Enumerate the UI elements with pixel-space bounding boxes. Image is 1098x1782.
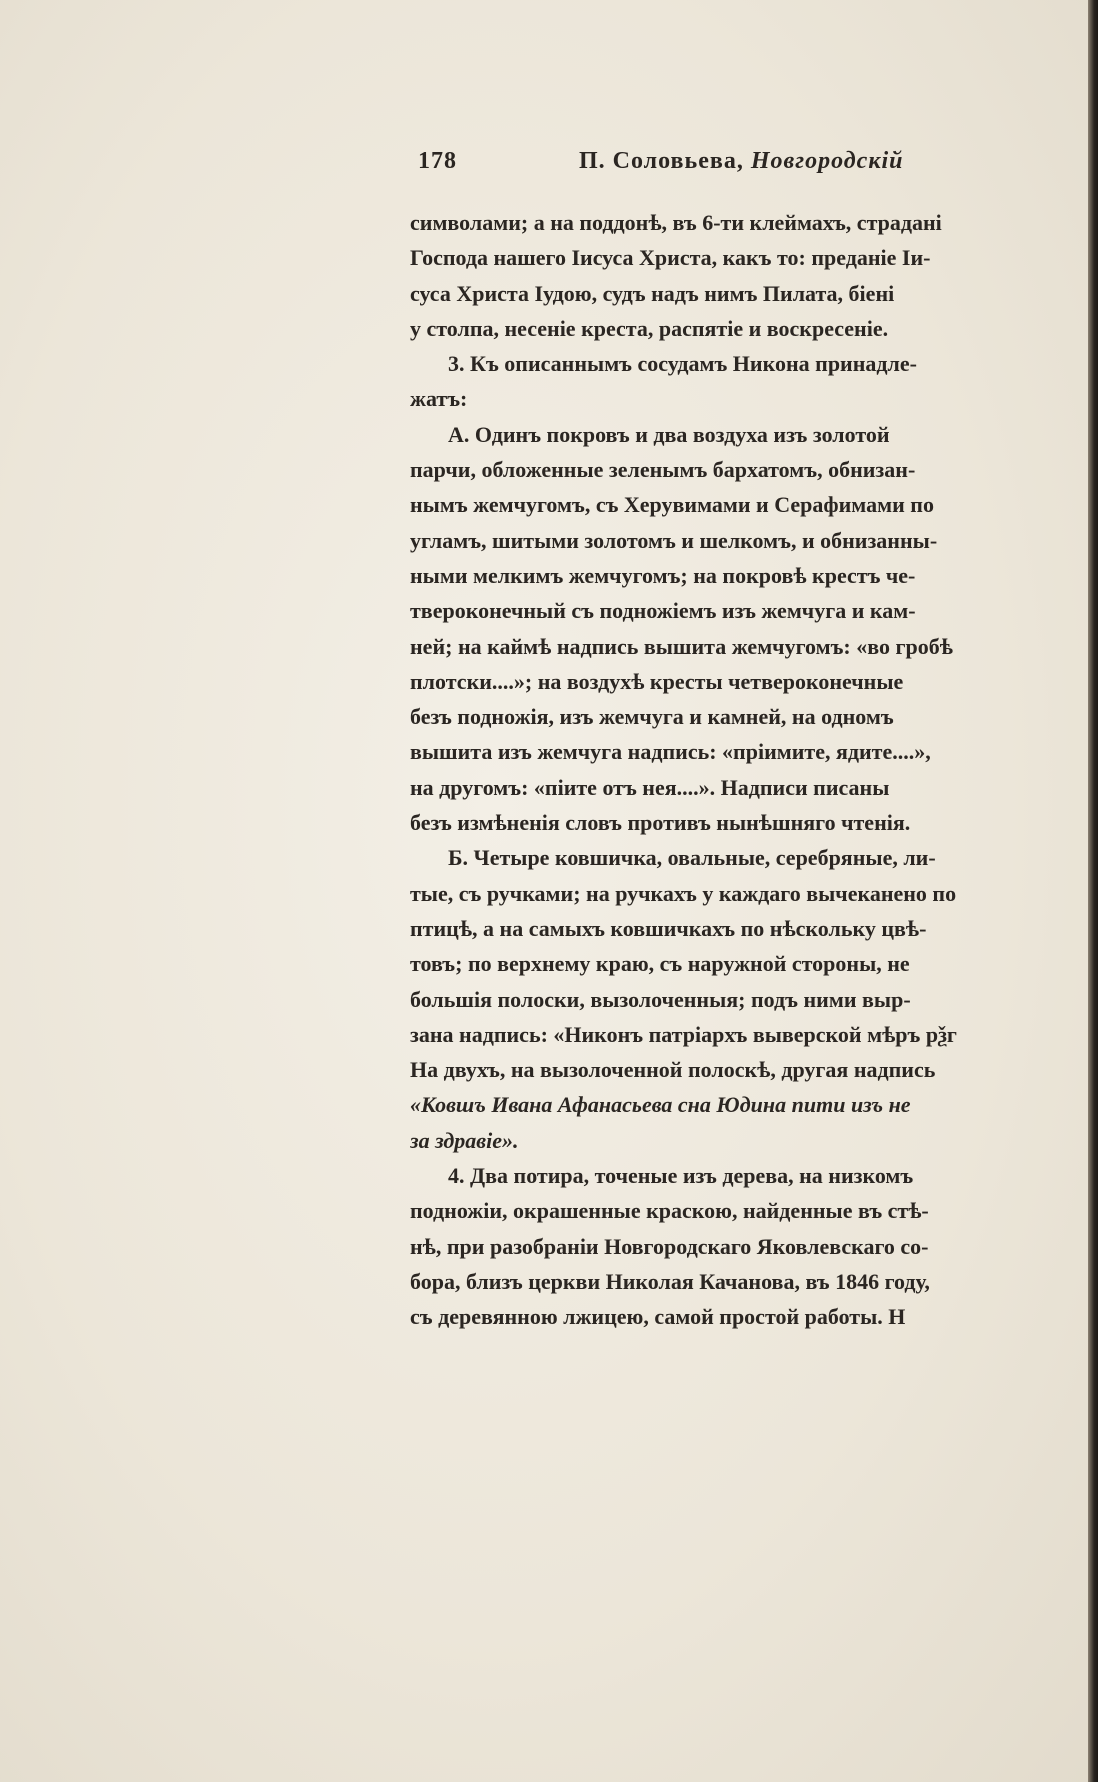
text-line: нѣ, при разобраніи Новгородскаго Яковлевскаго со-: [410, 1233, 929, 1259]
text-line: за здравіе».: [410, 1127, 519, 1153]
header-title: Новгородскій: [750, 148, 904, 174]
text-line: Господа нашего Іисуса Христа, какъ то: преданіе Іи-: [410, 245, 931, 271]
text-line: у столпа, несеніе креста, распятіе и воскресеніе.: [410, 315, 889, 341]
page-number: 178: [418, 148, 457, 174]
text-line: твероконечный съ подножіемъ изъ жемчуга и кам-: [410, 598, 916, 624]
text-line: ней; на каймѣ надпись вышита жемчугомъ: «во гробѣ: [410, 633, 953, 659]
text-line: На двухъ, на вызолоченной полоскѣ, другая надпись: [410, 1057, 936, 1083]
text-line: товъ; по верхнему краю, съ наружной стороны, не: [410, 951, 910, 977]
text-line: птицѣ, а на самыхъ ковшичкахъ по нѣскольку цвѣ-: [410, 915, 927, 941]
text-line: безъ измѣненія словъ противъ нынѣшняго чтенія.: [410, 810, 911, 836]
paragraph-b-start: Б. Четыре ковшичка, овальные, серебряные, ли-: [448, 845, 936, 871]
paragraph-a-start: А. Одинъ покровъ и два воздуха изъ золотой: [448, 421, 890, 447]
text-line: угламъ, шитыми золотомъ и шелкомъ, и обнизанны-: [410, 527, 938, 553]
text-line: «Ковшъ Ивана Афанасьева сна Юдина пити изъ не: [410, 1092, 911, 1118]
running-header: [418, 148, 978, 175]
text-line: вышита изъ жемчуга надпись: «пріимите, ядите....»,: [410, 739, 931, 765]
paragraph-4-start: 4. Два потира, точеные изъ дерева, на низкомъ: [448, 1163, 914, 1189]
text-line: жатъ:: [410, 386, 468, 412]
text-line: тые, съ ручками; на ручкахъ у каждаго вычеканено по: [410, 880, 957, 906]
text-line: безъ подножія, изъ жемчуга и камней, на одномъ: [410, 704, 894, 730]
text-line: парчи, обложенные зеленымъ бархатомъ, обнизан-: [410, 457, 916, 483]
text-line: символами; а на поддонѣ, въ 6-ти клеймахъ, страдані: [410, 210, 942, 235]
page-edge-shadow: [1088, 0, 1098, 1782]
text-line: подножіи, окрашенные краскою, найденные въ стѣ-: [410, 1198, 929, 1224]
text-line: ными мелкимъ жемчугомъ; на покровѣ крестъ че-: [410, 562, 916, 588]
text-line: съ деревянною лжицею, самой простой работы. Н: [410, 1304, 906, 1330]
paragraph-3-start: 3. Къ описаннымъ сосудамъ Никона принадле-: [448, 351, 917, 377]
text-line: бора, близъ церкви Николая Качанова, въ 1846 году,: [410, 1268, 930, 1294]
text-line: нымъ жемчугомъ, съ Херувимами и Серафимами по: [410, 492, 934, 518]
text-line: большія полоски, вызолоченныя; подъ ними выр-: [410, 986, 911, 1012]
body-text: [410, 205, 1096, 1335]
text-line: суса Христа Іудою, судъ надъ нимъ Пилата, біені: [410, 280, 895, 306]
header-author: П. Соловьева,: [579, 148, 744, 174]
text-line: на другомъ: «піите отъ нея....». Надписи писаны: [410, 774, 890, 800]
text-line: плотски....»; на воздухѣ кресты четвероконечные: [410, 668, 904, 694]
text-line: зана надпись: «Никонъ патріархъ выверской мѣръ рѯг: [410, 1021, 957, 1047]
